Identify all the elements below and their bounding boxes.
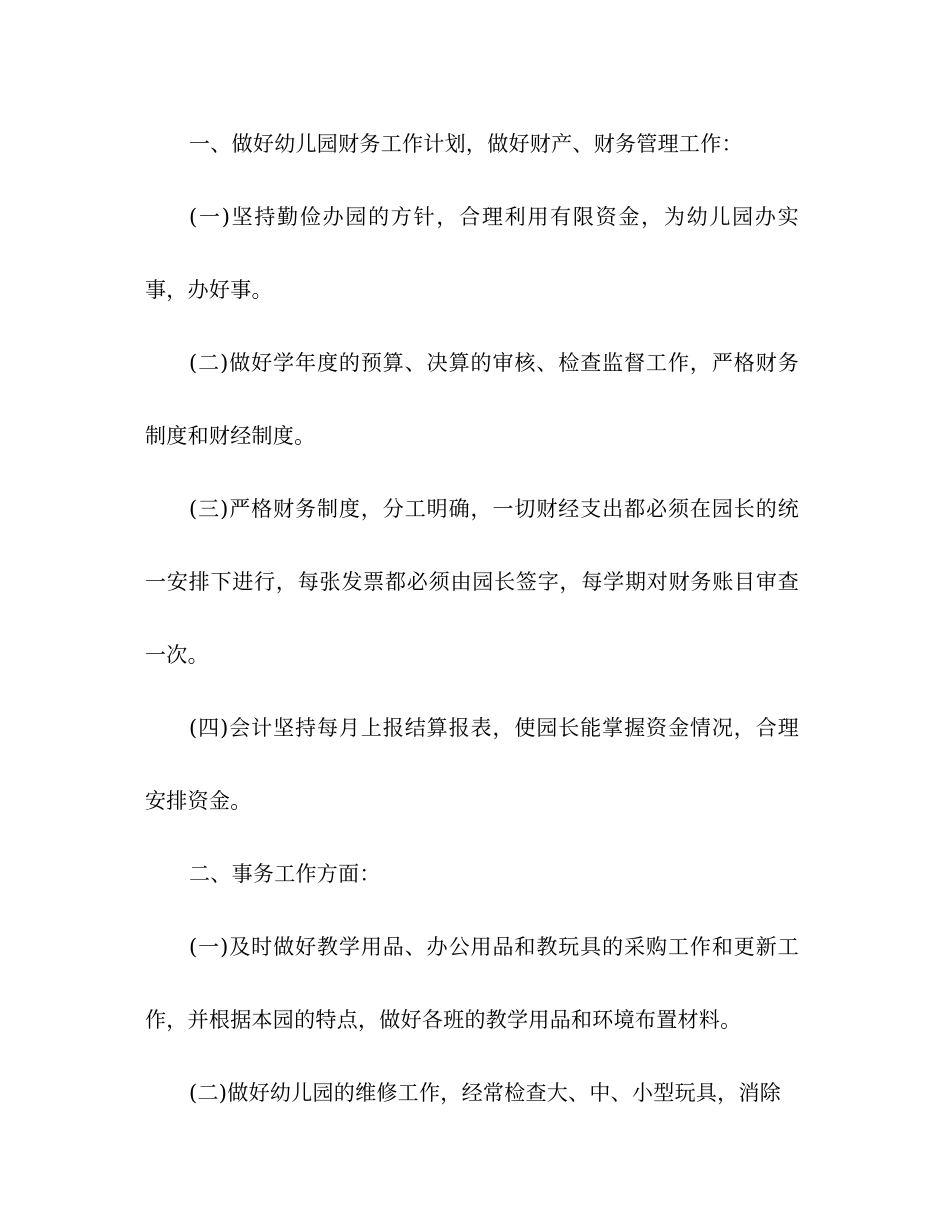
paragraph-finance-item-4: (四)会计坚持每月上报结算报表，使园长能掌握资金情况，合理安排资金。: [145, 716, 799, 813]
paragraph-affairs-item-2: (二)做好幼儿园的维修工作，经常检查大、中、小型玩具，消除: [189, 1081, 782, 1105]
paragraph-finance-item-1: (一)坚持勤俭办园的方针，合理利用有限资金，为幼儿园办实事，办好事。: [145, 205, 799, 302]
section-heading-affairs: 二、事务工作方面：: [189, 862, 381, 886]
section-heading-finance: 一、做好幼儿园财务工作计划，做好财产、财务管理工作：: [189, 132, 743, 156]
paragraph-finance-item-2: (二)做好学年度的预算、决算的审核、检查监督工作，严格财务制度和财经制度。: [145, 351, 799, 448]
paragraph-finance-item-3: (三)严格财务制度，分工明确，一切财经支出都必须在园长的统一安排下进行，每张发票都必须由园长签字，每学期对财务账目审查一次。: [145, 497, 799, 667]
document-body: [145, 108, 799, 1130]
paragraph-affairs-item-1: (一)及时做好教学用品、办公用品和教玩具的采购工作和更新工作，并根据本园的特点，做好各班的教学用品和环境布置材料。: [145, 935, 799, 1032]
